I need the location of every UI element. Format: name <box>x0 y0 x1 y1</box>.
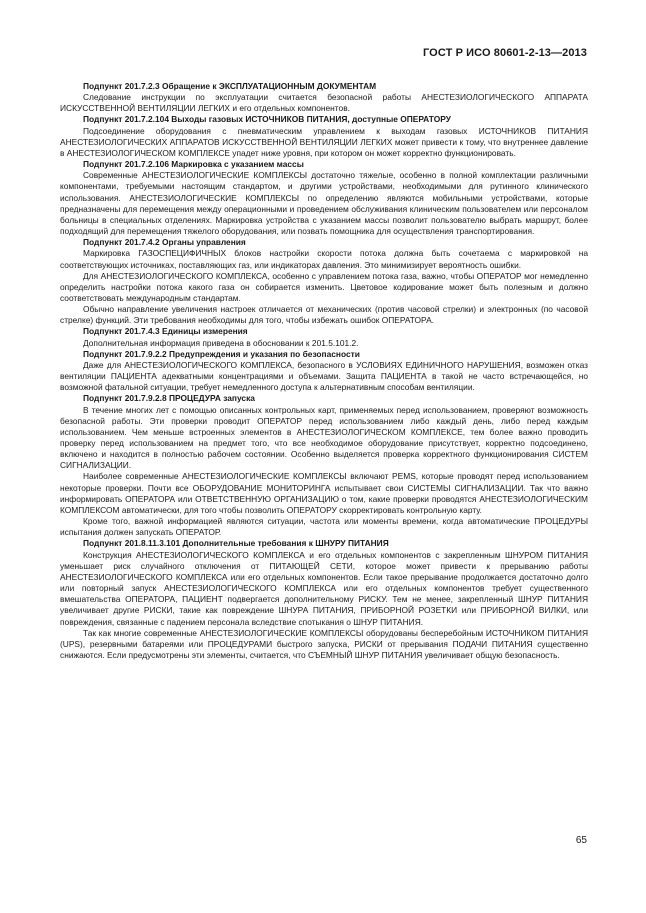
paragraph: Так как многие современные АНЕСТЕЗИОЛОГИЧЕСКИЕ КОМПЛЕКСЫ оборудованы бесперебойным ИСТОЧНИКОМ ПИТАНИЯ (UPS), резервными батареями или ПРОЦЕДУРАМИ быстрого запуска, РИСКИ от прерывания ПОДАЧИ ПИТАНИЯ существенно снижаются. Если предусмотрены эти элементы, считается, что СЪЕМНЫЙ ШНУР ПИТАНИЯ увеличивает общую безопасность. <box>60 627 588 660</box>
paragraph: В течение многих лет с помощью описанных контрольных карт, применяемых перед использованием, проверяют возможность безопасной работы. Эти проверки проводит ОПЕРАТОР перед использованием либо каждый день, либо перед каждым использованием. Чем меньше встроенных элементов в АНЕСТЕЗИОЛОГИЧЕСКОМ КОМПЛЕКСЕ, тем более важно проводить проверку перед использованием на предмет того, что все необходимое оборудование присутствует, корректно подсоединено, включено и находится в полностью рабочем состоянии. Особенно выделяется проверка корректного функционирования СИСТЕМ СИГНАЛИЗАЦИИ. <box>60 404 588 471</box>
section-heading: Подпункт 201.7.4.2 Органы управления <box>83 237 246 248</box>
paragraph: Следование инструкции по эксплуатации считается безопасной работы АНЕСТЕЗИОЛОГИЧЕСКОГО АППАРАТА ИСКУССТВЕННОЙ ВЕНТИЛЯЦИИ ЛЕГКИХ и его отдельных компонентов. <box>60 92 588 114</box>
paragraph: Современные АНЕСТЕЗИОЛОГИЧЕСКИЕ КОМПЛЕКСЫ достаточно тяжелые, особенно в полной комплектации различными компонентами, требуемыми настоящим стандартом, и другими устройствами, необходимыми для рутинного клинического использования. АНЕСТЕЗИОЛОГИЧЕСКИЕ КОМПЛЕКСЫ по определению являются мобильными устройствами, которые предназначены для перемещения между операционными и проведением обслуживания клиническим пользователем или персоналом больницы в специальных отделениях. Маркировка устройства с указанием массы позволит пользователю выбрать маршрут, более подходящий для перемещения тяжелого оборудования, или позвать помощника для осуществления транспортирования. <box>60 170 588 237</box>
section-heading: Подпункт 201.7.4.3 Единицы измерения <box>83 326 248 337</box>
paragraph: Подсоединение оборудования с пневматическим управлением к выходам газовых ИСТОЧНИКОВ ПИТАНИЯ АНЕСТЕЗИОЛОГИЧЕСКИХ АППАРАТОВ ИСКУССТВЕННОЙ ВЕНТИЛЯЦИИ ЛЕГКИХ может привести к тому, что внутреннее давление в АНЕСТЕЗИОЛОГИЧЕСКОМ КОМПЛЕКСЕ упадет ниже уровня, при котором он может корректно функционировать. <box>60 125 588 158</box>
paragraph: Даже для АНЕСТЕЗИОЛОГИЧЕСКОГО КОМПЛЕКСА, безопасного в УСЛОВИЯХ ЕДИНИЧНОГО НАРУШЕНИЯ, возможен отказ вентиляции ПАЦИЕНТА адекватными концентрациями и объемами. Защита ПАЦИЕНТА в такой не часто встречающейся, но возможной фатальной ситуации, требует немедленного доступа к альтернативным способам вентиляции. <box>60 359 588 393</box>
paragraph: Обычно направление увеличения настроек отличается от механических (против часовой стрелки) и электронных (по часовой стрелке) функций. Эти требования необходимы для того, чтобы избежать ошибок ОПЕРАТОРА. <box>60 304 588 326</box>
section-201-7-4-3 <box>60 326 588 348</box>
paragraph: Маркировка ГАЗОСПЕЦИФИЧНЫХ блоков настройки скорости потока должна быть сочетаема с маркировкой на соответствующих источниках, поставляющих газ, или индикаторах давления. Это минимизирует вероятность ошибки. <box>60 248 588 270</box>
section-201-7-4-2 <box>60 237 588 326</box>
standard-header: ГОСТ Р ИСО 80601-2-13—2013 <box>422 47 587 59</box>
section-201-7-9-2-2 <box>60 349 588 394</box>
section-heading: Подпункт 201.7.9.2.8 ПРОЦЕДУРА запуска <box>83 393 255 404</box>
paragraph: Кроме того, важной информацией являются ситуации, частота или моменты времени, когда автоматические ПРОЦЕДУРЫ испытания должен запускать ОПЕРАТОР. <box>60 516 588 538</box>
document-body <box>60 81 588 661</box>
section-heading: Подпункт 201.8.11.3.101 Дополнительные требования к ШНУРУ ПИТАНИЯ <box>83 538 389 549</box>
section-heading: Подпункт 201.7.2.3 Обращение к ЭКСПЛУАТАЦИОННЫМ ДОКУМЕНТАМ <box>83 81 377 91</box>
paragraph: Дополнительная информация приведена в обосновании к 201.5.101.2. <box>83 337 359 348</box>
section-heading: Подпункт 201.7.9.2.2 Предупреждения и указания по безопасности <box>83 348 360 359</box>
page-number: 65 <box>575 835 587 846</box>
section-201-7-2-104 <box>60 114 588 159</box>
section-201-7-2-3 <box>60 81 588 114</box>
section-201-7-2-106 <box>60 159 588 237</box>
section-heading: Подпункт 201.7.2.106 Маркировка с указанием массы <box>83 159 304 170</box>
paragraph: Конструкция АНЕСТЕЗИОЛОГИЧЕСКОГО КОМПЛЕКСА и его отдельных компонентов с закрепленным ШНУРОМ ПИТАНИЯ уменьшает риск случайного отключения от ПИТАЮЩЕЙ СЕТИ, которое может привести к прерыванию работы АНЕСТЕЗИОЛОГИЧЕСКОГО КОМПЛЕКСА или его отдельных компонентов. Если такое прерывание продолжается достаточно долго или повторный запуск АНЕСТЕЗИОЛОГИЧЕСКОГО КОМПЛЕКСА или его отдельных компонентов требует существенного вмешательства ОПЕРАТОРА, ПАЦИЕНТ подвергается дополнительному РИСКУ. Тем не менее, закрепленный ШНУР ПИТАНИЯ увеличивает другие РИСКИ, такие как повреждение ШНУРА ПИТАНИЯ, ПРИБОРНОЙ РОЗЕТКИ или ПРИБОРНОЙ ВИЛКИ, или повреждения, связанные с падением персонала вследствие спотыкания о ШНУР ПИТАНИЯ. <box>60 549 588 627</box>
paragraph: Наиболее современные АНЕСТЕЗИОЛОГИЧЕСКИЕ КОМПЛЕКСЫ включают PEMS, которые проводят перед использованием некоторые проверки. Почти все ОБОРУДОВАНИЕ МОНИТОРИНГА испытывает свои СИСТЕМЫ СИГНАЛИЗАЦИИ. Так что важно информировать ОПЕРАТОРА или ОТВЕТСТВЕННУЮ ОРГАНИЗАЦИЮ о том, какие проверки проводятся АНЕСТЕЗИОЛОГИЧЕСКИМ КОМПЛЕКСОМ автоматически, для того чтобы позволить ОПЕРАТОРУ скорректировать контрольную карту. <box>60 471 588 515</box>
section-heading: Подпункт 201.7.2.104 Выходы газовых ИСТОЧНИКОВ ПИТАНИЯ, доступные ОПЕРАТОРУ <box>83 114 451 125</box>
paragraph: Для АНЕСТЕЗИОЛОГИЧЕСКОГО КОМПЛЕКСА, особенно с управлением потока газа, важно, чтобы ОПЕРАТОР мог немедленно определить настройки потока какого газа он собирается изменить. Цветовое кодирование может быть полезным и должно соответствовать международным стандартам. <box>60 270 588 303</box>
section-201-8-11-3-101 <box>60 538 588 661</box>
section-201-7-9-2-8 <box>60 393 588 538</box>
